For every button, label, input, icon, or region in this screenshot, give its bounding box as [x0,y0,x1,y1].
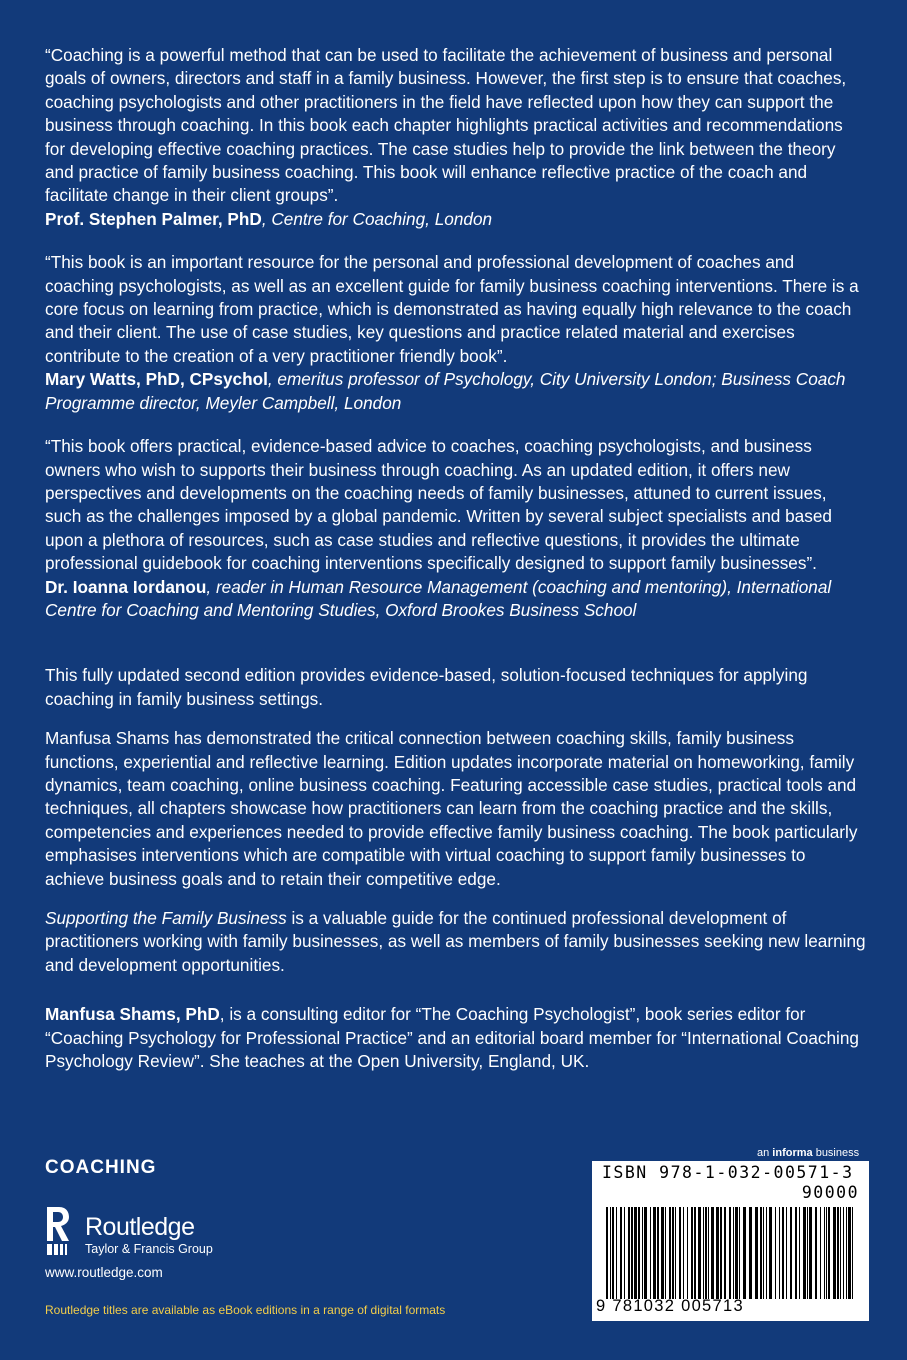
barcode-bar [760,1207,762,1299]
barcode-bar [779,1207,780,1299]
barcode-bar [852,1207,853,1299]
barcode-bar [795,1207,797,1299]
barcode-bar [642,1207,643,1299]
endorsement-affiliation: , Centre for Coaching, London [261,208,493,229]
barcode-bar [720,1207,722,1299]
barcode-bar [733,1207,734,1299]
endorsement-3 [45,435,867,622]
barcode-bar [703,1207,704,1299]
barcode-bar [650,1207,651,1299]
barcode-bar [848,1207,851,1299]
publisher-name: Routledge [85,1213,195,1241]
barcode-bar [711,1207,714,1299]
barcode-bar [624,1207,625,1299]
description-paragraph-2: Manfusa Shams has demonstrated the critical connection between coaching skills, family business functions, experiential and reflective learning. Edition updates incorporate material on homeworking, family dynamics, team coaching, online business coaching. Featuring accessible case studies, practical tools and techniques, all chapters showcase how practitioners can learn from the coaching practice and the skills, competencies and experiences needed to provide effective family business coaching. The book particularly emphasises interventions which are compatible with virtual coaching to support family businesses to achieve business goals and to retain their competitive edge. [45,728,858,889]
barcode-bar [669,1207,671,1299]
barcode-bar [837,1207,839,1299]
barcode-bar [657,1207,659,1299]
barcode-bar [653,1207,656,1299]
barcode-bar [610,1207,611,1299]
publisher-group: Taylor & Francis Group [85,1242,213,1256]
barcode-bar [628,1207,630,1299]
barcode-bar [616,1207,617,1299]
routledge-logo-icon [45,1205,71,1257]
barcode-bar [809,1207,812,1299]
barcode-bar [708,1207,709,1299]
endorsement-text: “Coaching is a powerful method that can be used to facilitate the achievement of business and personal goals of owners, directors and staff in a family business. However, the first step is to ensure that coaches, coaching psychologists and other practitioners in the field have reflected upon how they can support the business through coaching. In this book each chapter highlights practical activities and recommendations for developing effective coaching practices. The case studies help to provide the link between the theory and practice of family business coaching. This book will enhance reflective practice of the coach and facilitate change in their client groups”. [45,45,847,206]
isbn-barcode [592,1161,869,1321]
barcode-bar [739,1207,740,1299]
barcode-bar [672,1207,674,1299]
barcode-bar [843,1207,844,1299]
endorsement-author: Prof. Stephen Palmer, PhD [45,208,262,229]
barcode-bar [786,1207,787,1299]
barcode-bar [724,1207,726,1299]
endorsement-2 [45,251,867,415]
author-bio-text: , is a consulting editor for “The Coaching Psychologist”, book series editor for “Coaching Psychology for Professional Practice” and an editorial board member for “International Coaching Psychology Review”. She teaches at the Open University, England, UK. [45,1004,859,1072]
publisher-logo [45,1205,275,1257]
barcode-bar [807,1207,808,1299]
informa-tagline: an informa business [757,1147,860,1159]
barcode-bar [661,1207,664,1299]
barcode-bar [694,1207,696,1299]
barcode-bar [638,1207,640,1299]
barcode-bar [698,1207,701,1299]
informa-brand: informa [772,1147,813,1159]
barcode-bar [799,1207,800,1299]
barcode-bar [782,1207,784,1299]
endorsement-affiliation: , emeritus professor of Psychology, City University London; Business Coach Programme director, Meyler Campbell, London [45,369,846,413]
barcode-bar [769,1207,772,1299]
barcode-bar [749,1207,752,1299]
barcode-bar [828,1207,830,1299]
subject-category: COACHING [45,1157,157,1178]
barcode-bar [826,1207,827,1299]
barcode-digits: 9 781032 005713 [596,1297,744,1315]
barcode-bar [790,1207,792,1299]
barcode-bar [612,1207,614,1299]
barcode-bar [766,1207,767,1299]
endorsement-author: Mary Watts, PhD, CPsychol [45,369,268,390]
endorsement-text: “This book offers practical, evidence-based advice to coaches, coaching psychologists, and business owners who wish to supports their business through coaching. As an updated edition, it offers new perspectives and developments on the coaching needs of family businesses, attuned to current issues, such as the challenges imposed by a global pandemic. Written by several subject specialists and based upon a plethora of resources, such as case studies and reflective questions, it provides the ultimate professional guidebook for coaching interventions specifically designed to support family businesses”. [45,436,832,574]
barcode-bars [606,1207,856,1299]
publisher-website: www.routledge.com [45,1265,163,1280]
isbn-text: ISBN 978-1-032-00571-3 [602,1163,854,1182]
barcode-bar [824,1207,825,1299]
barcode-bar [735,1207,738,1299]
barcode-bar [729,1207,731,1299]
barcode-bar [803,1207,806,1299]
description-paragraph-3: Supporting the Family Business is a valuable guide for the continued professional development of practitioners working with family businesses, as well as members of family businesses seeking new learning and development opportunities. [45,908,866,975]
barcode-bar [815,1207,817,1299]
author-bio [45,1003,867,1073]
barcode-bar [840,1207,841,1299]
barcode-bar [820,1207,821,1299]
ebook-note: Routledge titles are available as eBook editions in a range of digital formats [45,1303,446,1317]
endorsement-author: Dr. Ioanna Iordanou [45,576,207,597]
author-name: Manfusa Shams, PhD [45,1004,220,1025]
barcode-bar [687,1207,688,1299]
barcode-bar [679,1207,681,1299]
barcode-bar [620,1207,622,1299]
endorsement-text: “This book is an important resource for the personal and professional development of coaches and coaching psychologists, as well as an excellent guide for family business coaching interventions. There is a core focus on learning from practice, which is demonstrated as having equally high relevance to the coach and their client. The use of case studies, key questions and practice related material and exercises contribute to the creation of a very practitioner friendly book”. [45,252,859,366]
barcode-bar [683,1207,684,1299]
barcode-bar [606,1207,608,1299]
description-paragraph-1: This fully updated second edition provides evidence-based, solution-focused techniques for applying coaching in family business settings. [45,665,808,709]
barcode-bar [691,1207,693,1299]
cover-text [45,44,867,1073]
endorsement-affiliation: , reader in Human Resource Management (coaching and mentoring), International Centre for Coaching and Mentoring Studies, Oxford Brookes Business School [45,576,832,620]
barcode-bar [634,1207,637,1299]
book-title: Supporting the Family Business [45,908,287,928]
barcode-bar [665,1207,666,1299]
barcode-bar [775,1207,776,1299]
barcode-bar [755,1207,758,1299]
barcode-bar [675,1207,676,1299]
barcode-bar [644,1207,647,1299]
barcode-bar [716,1207,719,1299]
barcode-bar [763,1207,764,1299]
endorsement-1 [45,44,867,231]
barcode-bar [705,1207,707,1299]
barcode-bar [743,1207,746,1299]
barcode-bar [846,1207,847,1299]
barcode-bar [631,1207,633,1299]
barcode-bar [833,1207,836,1299]
price-code: 90000 [801,1183,859,1202]
